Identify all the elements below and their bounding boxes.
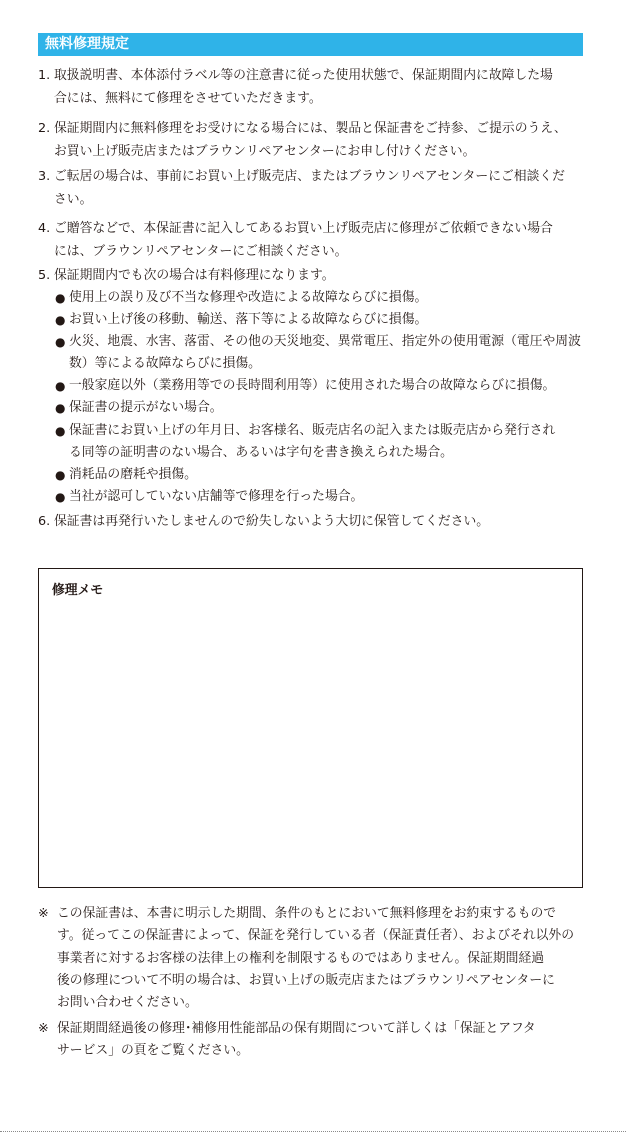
rule-text-line: さい。 [54,192,93,207]
repair-memo-label: 修理メモ [52,583,104,598]
footnote-text-line: お問い合わせください。 [57,995,198,1011]
footnote-text [57,903,574,1014]
footnote [38,1018,598,1063]
bullet-mark: ● [55,467,66,482]
rule-text-line: には、ブラウンリペアセンターにご相談ください。 [54,244,348,259]
rule-item [38,64,598,110]
rule-text-line: 保証期間内でも次の場合は有料修理になります。 [54,268,335,283]
case-text [69,420,555,464]
case-text-line: お買い上げ後の移動、輸送、落下等による故障ならびに損傷。 [69,312,428,328]
footnote [38,903,598,1014]
rule-text [54,165,565,211]
case-text [69,486,363,508]
bullet-mark: ● [55,401,66,416]
rule-item [38,217,598,263]
repair-memo-box [38,568,583,888]
rule-item [38,264,598,508]
footnote-text-line: 事業者に対するお客様の法律上の権利を制限するものではありません。保証期間経過 [57,950,545,966]
paid-repair-case [55,486,581,508]
footnote-text-line: す。従ってこの保証書によって、保証を発行している者（保証責任者）、およびそれ以外の [57,928,574,944]
case-text-line: 火災、地震、水害、落雷、その他の天災地変、異常電圧、指定外の使用電源（電圧や周波 [69,334,581,350]
case-text-line: 数）等による故障ならびに損傷。 [69,356,261,372]
rule-text [54,64,553,110]
bullet-mark: ● [55,423,66,438]
footnote-text [57,1018,536,1063]
rule-item [38,510,598,533]
paid-repair-case [55,420,581,464]
footnote-text-line: 保証期間経過後の修理･補修用性能部品の保有期間について詳しくは「保証とアフタ [57,1021,536,1036]
footnote-mark: ※ [38,1021,49,1036]
case-text-line: る同等の証明書のない場合、あるいは字句を書き換えられた場合。 [69,444,453,460]
case-text-line: 保証書の提示がない場合。 [69,400,223,416]
case-text [69,375,555,397]
case-text-line: 当社が認可していない店舗等で修理を行った場合。 [69,488,364,504]
rule-number: 3. [38,169,51,184]
footnote-text-line: サービス」の頁をご覧ください。 [57,1043,249,1059]
section-title: 無料修理規定 [45,36,129,52]
paid-repair-case [55,397,581,419]
paid-repair-case-list [55,287,581,508]
rule-text-line: ご贈答などで、本保証書に記入してあるお買い上げ販売店に修理がご依頼できない場合 [54,221,553,236]
rule-number: 5. [38,268,51,283]
rule-text-line: 合には、無料にて修理をさせていただきます。 [54,91,322,106]
rule-text-line: お買い上げ販売店またはブラウンリペアセンターにお申し付けください。 [54,144,476,159]
paid-repair-case [55,331,581,375]
rule-number: 4. [38,221,51,236]
rule-text [54,264,581,508]
case-text-line: 一般家庭以外（業務用等での長時間利用等）に使用された場合の故障ならびに損傷。 [69,378,556,394]
case-text [69,464,197,486]
paid-repair-case [55,464,581,486]
paid-repair-case [55,287,581,309]
case-text [69,309,427,331]
section-header-bar [38,33,583,56]
rule-item [38,165,598,211]
page-edge-dotted-line [0,1131,626,1132]
rule-text-line: 保証書は再発行いたしませんので紛失しないよう大切に保管してください。 [54,514,490,529]
rule-number: 1. [38,68,51,83]
bullet-mark: ● [55,313,66,328]
paid-repair-case [55,309,581,331]
case-text-line: 使用上の誤り及び不当な修理や改造による故障ならびに損傷。 [69,290,428,305]
footnote-mark: ※ [38,906,49,921]
bullet-mark: ● [55,379,66,394]
rule-text [54,117,567,163]
case-text [69,331,581,375]
rule-text-line: ご転居の場合は、事前にお買い上げ販売店、またはブラウンリペアセンターにご相談くだ [54,169,565,184]
case-text [69,397,223,419]
bullet-mark: ● [55,291,66,305]
paid-repair-case [55,375,581,397]
rule-text [54,217,553,263]
footnote-text-line: この保証書は、本書に明示した期間、条件のもとにおいて無料修理をお約束するもので [57,906,557,921]
rule-text-line: 保証期間内に無料修理をお受けになる場合には、製品と保証書をご持参、ご提示のうえ、 [54,121,567,136]
case-text-line: 保証書にお買い上げの年月日、お客様名、販売店名の記入または販売店から発行され [69,422,556,438]
bullet-mark: ● [55,335,66,350]
rule-item [38,117,598,163]
case-text [69,287,427,309]
rule-number: 2. [38,121,51,136]
rule-text [54,510,489,533]
footnote-text-line: 後の修理について不明の場合は、お買い上げの販売店またはブラウンリペアセンターに [57,972,555,988]
case-text-line: 消耗品の磨耗や損傷。 [69,466,197,482]
rule-text-line: 取扱説明書、本体添付ラベル等の注意書に従った使用状態で、保証期間内に故障した場 [54,68,553,83]
rule-number: 6. [38,514,51,529]
bullet-mark: ● [55,489,66,504]
